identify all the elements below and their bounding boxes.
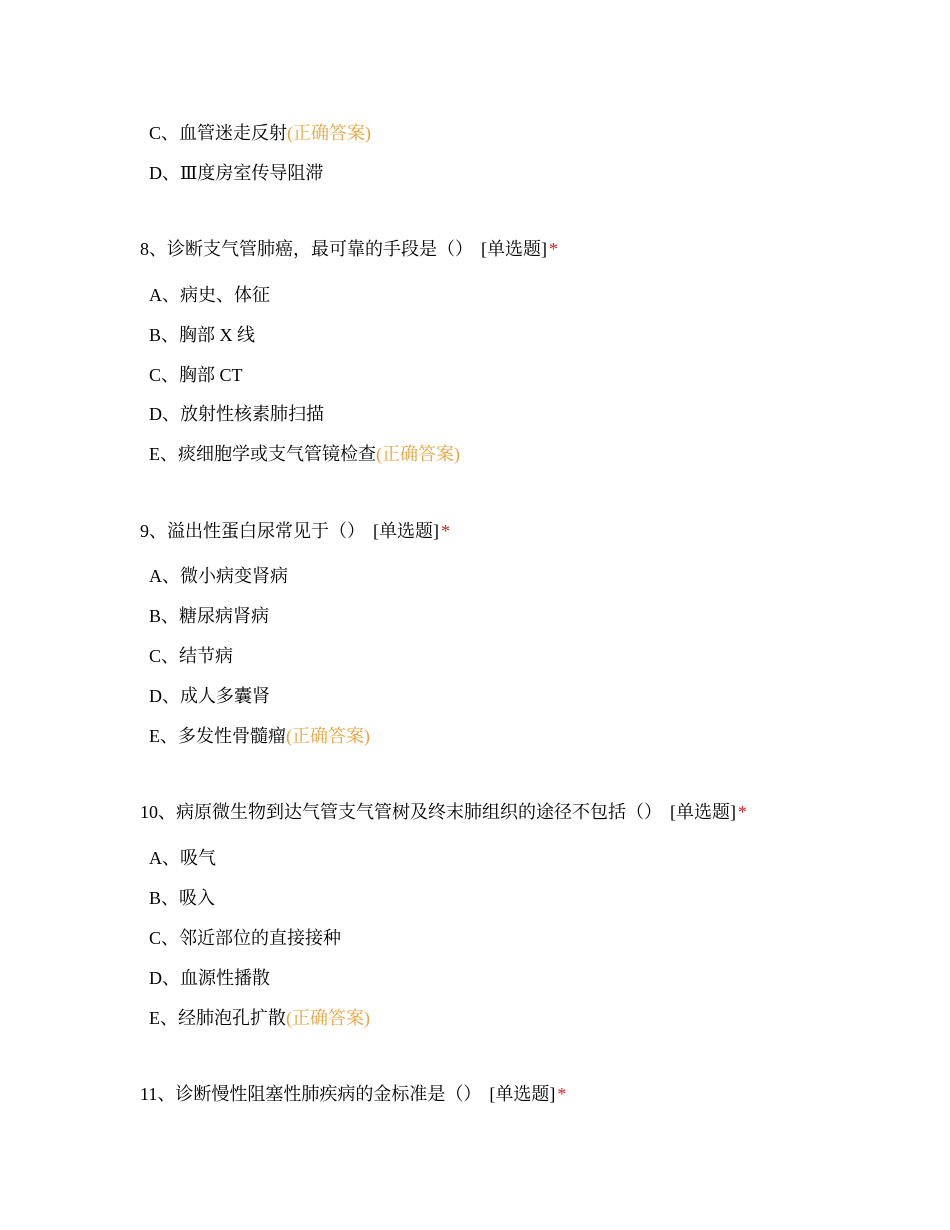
option-text: D、放射性核素肺扫描: [149, 404, 324, 424]
question-11: [140, 1081, 566, 1107]
question-text: 9、溢出性蛋白尿常见于（）: [140, 521, 365, 541]
option-q10-d: [149, 965, 270, 991]
question-8: [140, 236, 558, 262]
option-q10-e: [149, 1005, 370, 1031]
option-text: B、胸部 X 线: [149, 325, 256, 345]
option-q8-c: [149, 362, 243, 388]
required-mark: *: [549, 239, 558, 259]
option-text: A、病史、体征: [149, 285, 270, 305]
option-text: E、痰细胞学或支气管镜检查: [149, 444, 376, 464]
option-text: C、胸部 CT: [149, 365, 243, 385]
option-q7-c: [149, 120, 371, 146]
option-text: C、血管迷走反射: [149, 123, 288, 143]
required-mark: *: [441, 521, 450, 541]
option-q10-a: [149, 845, 216, 871]
question-type-tag: [单选题]: [373, 521, 439, 541]
option-q9-a: [149, 563, 288, 589]
option-text: A、吸气: [149, 848, 216, 868]
option-text: D、成人多囊肾: [149, 686, 270, 706]
option-q10-c: [149, 925, 341, 951]
option-q8-a: [149, 282, 270, 308]
option-q7-d: [149, 160, 323, 186]
correct-answer-label: (正确答案): [286, 1008, 370, 1028]
required-mark: *: [557, 1084, 567, 1104]
option-text: C、结节病: [149, 646, 234, 666]
correct-answer-label: (正确答案): [286, 726, 370, 746]
question-text: 10、病原微生物到达气管支气管树及终末肺组织的途径不包括（）: [140, 802, 662, 822]
question-10: [140, 799, 747, 825]
correct-answer-label: (正确答案): [287, 123, 372, 143]
option-q8-d: [149, 401, 324, 427]
question-type-tag: [单选题]: [489, 1084, 556, 1104]
option-text: D、血源性播散: [149, 968, 270, 988]
option-q9-d: [149, 683, 270, 709]
option-q9-c: [149, 643, 233, 669]
question-9: [140, 518, 450, 544]
option-text: D、Ⅲ度房室传导阻滞: [149, 163, 324, 183]
option-text: C、邻近部位的直接接种: [149, 928, 342, 948]
option-q10-b: [149, 885, 215, 911]
required-mark: *: [738, 802, 747, 822]
question-text: 8、诊断支气管肺癌，最可靠的手段是（）: [140, 239, 473, 259]
option-text: A、微小病变肾病: [149, 566, 288, 586]
option-text: B、吸入: [149, 888, 216, 908]
question-type-tag: [单选题]: [670, 802, 736, 822]
option-q9-b: [149, 603, 269, 629]
question-text: 11、诊断慢性阻塞性肺疾病的金标准是（）: [140, 1084, 482, 1104]
option-text: B、糖尿病肾病: [149, 606, 270, 626]
option-text: E、经肺泡孔扩散: [149, 1008, 286, 1028]
correct-answer-label: (正确答案): [376, 444, 460, 464]
option-q8-e: [149, 441, 460, 467]
option-q9-e: [149, 723, 370, 749]
question-type-tag: [单选题]: [481, 239, 547, 259]
option-text: E、多发性骨髓瘤: [149, 726, 286, 746]
option-q8-b: [149, 322, 255, 348]
